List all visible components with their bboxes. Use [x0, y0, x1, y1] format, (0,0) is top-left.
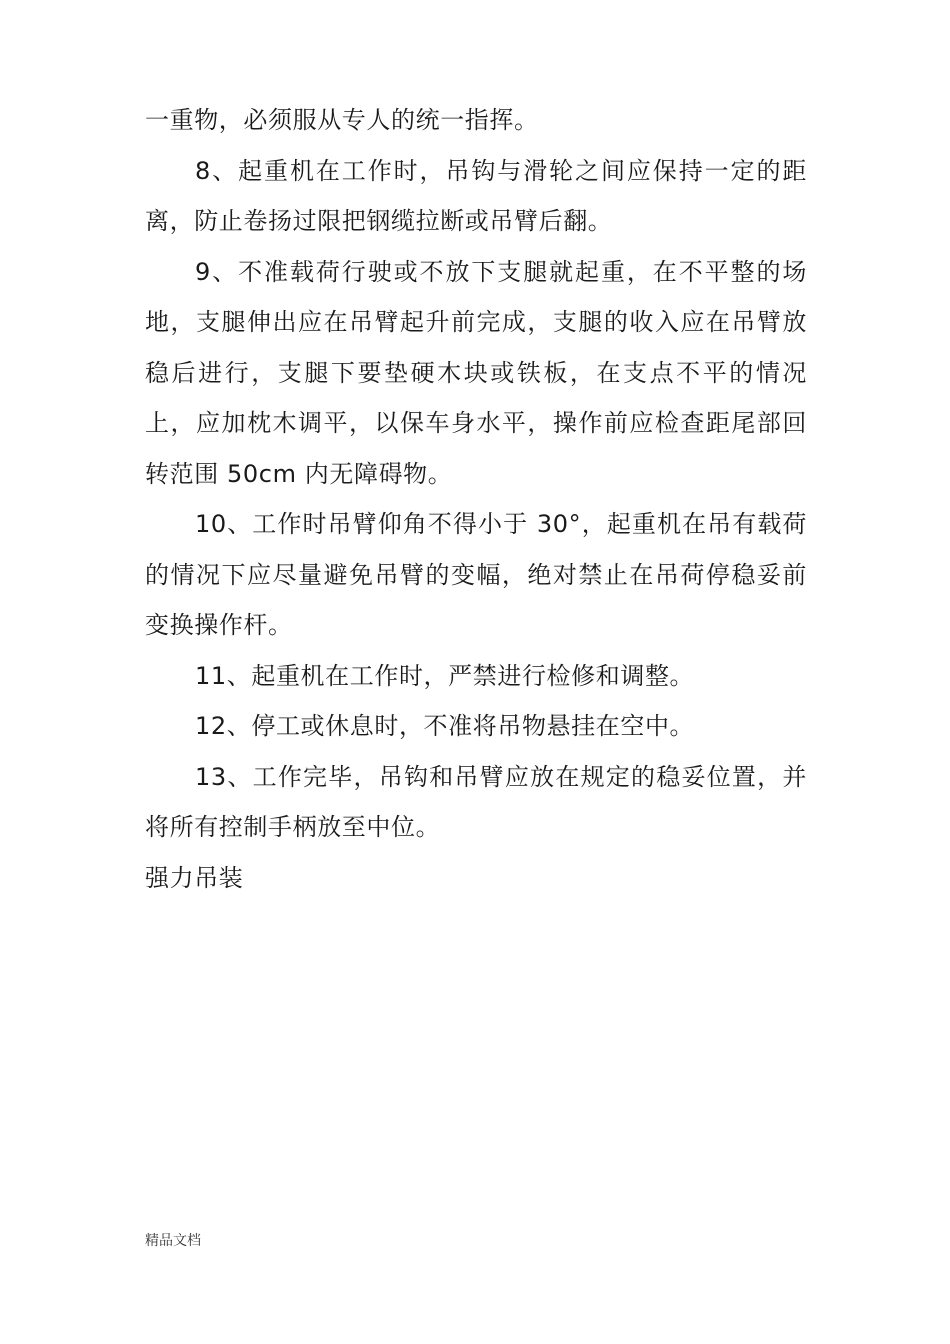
paragraph-item-8: 8、起重机在工作时，吊钩与滑轮之间应保持一定的距离，防止卷扬过限把钢缆拉断或吊臂后翻。 [145, 156, 807, 235]
footer-label: 精品文档 [145, 1233, 201, 1249]
paragraph-item-13: 13、工作完毕，吊钩和吊臂应放在规定的稳妥位置，并将所有控制手柄放至中位。 [145, 762, 807, 841]
paragraph-continuation: 一重物，必须服从专人的统一指挥。 [145, 106, 539, 134]
paragraph-item-11: 11、起重机在工作时，严禁进行检修和调整。 [195, 661, 695, 690]
signature: 强力吊装 [145, 863, 244, 892]
paragraph-item-10: 10、工作时吊臂仰角不得小于 30°，起重机在吊有载荷的情况下应尽量避免吊臂的变幅，绝对禁止在吊荷停稳妥前变换操作杆。 [145, 510, 807, 639]
paragraph-item-12: 12、停工或休息时，不准将吊物悬挂在空中。 [195, 712, 695, 740]
paragraph-item-9: 9、不准载荷行驶或不放下支腿就起重，在不平整的场地，支腿伸出应在吊臂起升前完成，支腿的收入应在吊臂放稳后进行，支腿下要垫硬木块或铁板，在支点不平的情况上，应加枕木调平，以保车身水平，操作前应检查距尾部回转范围 50cm 内无障碍物。 [145, 257, 807, 488]
document-body [145, 95, 807, 903]
